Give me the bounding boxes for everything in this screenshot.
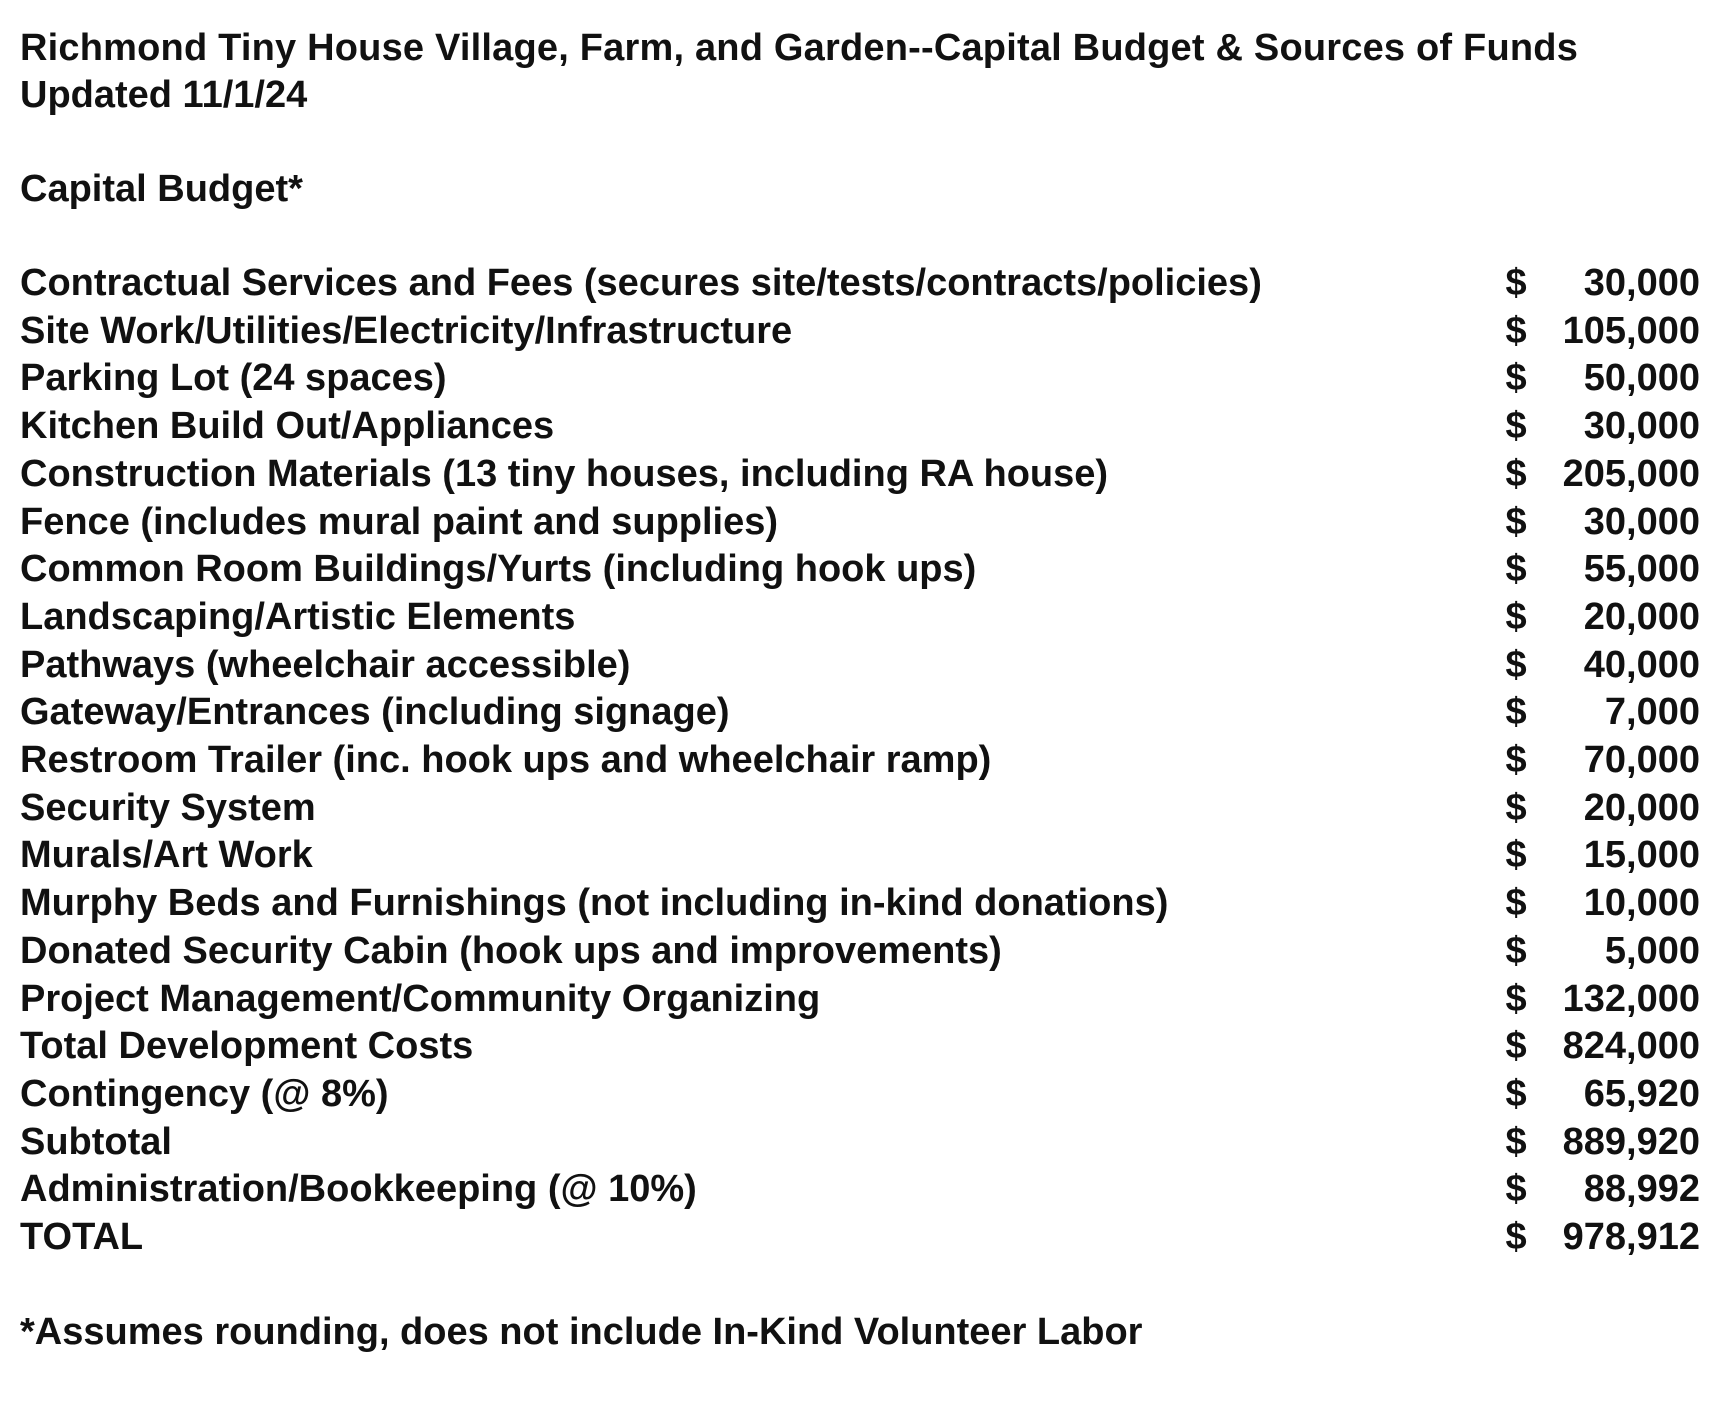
budget-item-currency: $ [1505, 357, 1527, 400]
budget-item-currency: $ [1505, 691, 1527, 734]
budget-row [20, 1023, 1700, 1071]
budget-item-currency: $ [1505, 643, 1527, 686]
capital-budget-table [20, 260, 1700, 1262]
budget-item-label: Security System [20, 786, 316, 829]
budget-item-label: Common Room Buildings/Yurts (including hook ups) [20, 548, 977, 591]
budget-row [20, 1214, 1700, 1262]
budget-item-currency: $ [1505, 309, 1527, 352]
budget-row [20, 642, 1700, 690]
budget-row [20, 546, 1700, 594]
budget-item-label: Contingency (@ 8%) [20, 1072, 389, 1115]
budget-item-currency: $ [1505, 1216, 1527, 1259]
budget-item-currency: $ [1505, 262, 1527, 304]
budget-rows [20, 260, 1700, 1262]
budget-item-amount: 40,000 [1583, 643, 1700, 686]
budget-item-currency: $ [1505, 500, 1527, 543]
budget-item-label: Administration/Bookkeeping (@ 10%) [20, 1168, 697, 1211]
budget-row [20, 737, 1700, 785]
budget-row [20, 451, 1700, 499]
budget-item-currency: $ [1505, 882, 1527, 925]
budget-item-label: Contractual Services and Fees (secures site/tests/contracts/policies) [20, 262, 1262, 304]
budget-item-label: Fence (includes mural paint and supplies) [20, 500, 779, 543]
budget-item-currency: $ [1505, 1072, 1527, 1115]
budget-item-currency: $ [1505, 739, 1527, 782]
budget-item-label: Kitchen Build Out/Appliances [20, 405, 555, 448]
budget-row [20, 499, 1700, 547]
budget-item-label: Parking Lot (24 spaces) [20, 357, 447, 400]
budget-item-amount: 824,000 [1562, 1025, 1700, 1068]
budget-row [20, 928, 1700, 976]
budget-item-amount: 30,000 [1583, 262, 1700, 304]
budget-row [20, 689, 1700, 737]
budget-item-label: TOTAL [20, 1216, 144, 1259]
budget-row [20, 355, 1700, 403]
budget-item-label: Landscaping/Artistic Elements [20, 595, 576, 638]
budget-item-amount: 30,000 [1583, 405, 1700, 448]
budget-item-amount: 7,000 [1604, 691, 1700, 734]
budget-item-label: Project Management/Community Organizing [20, 977, 821, 1020]
budget-item-currency: $ [1505, 929, 1527, 972]
budget-row [20, 594, 1700, 642]
budget-item-label: Site Work/Utilities/Electricity/Infrastructure [20, 309, 793, 352]
section-heading: Capital Budget* [20, 168, 303, 210]
budget-row [20, 832, 1700, 880]
budget-item-label: Total Development Costs [20, 1025, 474, 1068]
budget-item-amount: 205,000 [1562, 452, 1700, 495]
budget-row [20, 1119, 1700, 1167]
budget-row [20, 1071, 1700, 1119]
budget-item-amount: 30,000 [1583, 500, 1700, 543]
budget-row [20, 976, 1700, 1024]
budget-row [20, 880, 1700, 928]
budget-item-currency: $ [1505, 1120, 1527, 1163]
budget-item-amount: 88,992 [1583, 1168, 1700, 1211]
budget-item-currency: $ [1505, 786, 1527, 829]
budget-item-amount: 55,000 [1583, 548, 1700, 591]
budget-item-amount: 132,000 [1562, 977, 1700, 1020]
budget-row [20, 260, 1700, 308]
budget-item-amount: 20,000 [1583, 786, 1700, 829]
updated-date: Updated 11/1/24 [20, 74, 308, 116]
budget-item-amount: 5,000 [1604, 929, 1700, 972]
budget-item-currency: $ [1505, 1168, 1527, 1211]
budget-row [20, 1166, 1700, 1214]
budget-item-label: Pathways (wheelchair accessible) [20, 643, 631, 686]
budget-item-amount: 15,000 [1583, 834, 1700, 877]
budget-item-amount: 105,000 [1562, 309, 1700, 352]
budget-item-amount: 70,000 [1583, 739, 1700, 782]
budget-item-amount: 65,920 [1583, 1072, 1700, 1115]
budget-item-currency: $ [1505, 977, 1527, 1020]
footnote: *Assumes rounding, does not include In-Kind Volunteer Labor [20, 1310, 1143, 1353]
budget-item-label: Construction Materials (13 tiny houses, including RA house) [20, 452, 1109, 495]
budget-item-amount: 20,000 [1583, 595, 1700, 638]
budget-item-amount: 978,912 [1562, 1216, 1700, 1259]
budget-item-amount: 10,000 [1583, 882, 1700, 925]
budget-item-label: Gateway/Entrances (including signage) [20, 691, 730, 734]
budget-document [20, 25, 1700, 1356]
budget-item-label: Restroom Trailer (inc. hook ups and wheelchair ramp) [20, 739, 992, 782]
budget-item-currency: $ [1505, 834, 1527, 877]
budget-item-label: Subtotal [20, 1120, 172, 1163]
budget-item-currency: $ [1505, 595, 1527, 638]
budget-row [20, 785, 1700, 833]
budget-item-currency: $ [1505, 548, 1527, 591]
budget-row [20, 403, 1700, 451]
budget-item-label: Murals/Art Work [20, 834, 313, 877]
budget-row [20, 308, 1700, 356]
budget-item-label: Murphy Beds and Furnishings (not including in-kind donations) [20, 882, 1169, 925]
document-title: Richmond Tiny House Village, Farm, and Garden--Capital Budget & Sources of Funds [20, 27, 1579, 69]
budget-item-currency: $ [1505, 1025, 1527, 1068]
budget-item-label: Donated Security Cabin (hook ups and improvements) [20, 929, 1002, 972]
budget-item-currency: $ [1505, 452, 1527, 495]
budget-item-amount: 50,000 [1583, 357, 1700, 400]
budget-item-currency: $ [1505, 405, 1527, 448]
budget-item-amount: 889,920 [1562, 1120, 1700, 1163]
